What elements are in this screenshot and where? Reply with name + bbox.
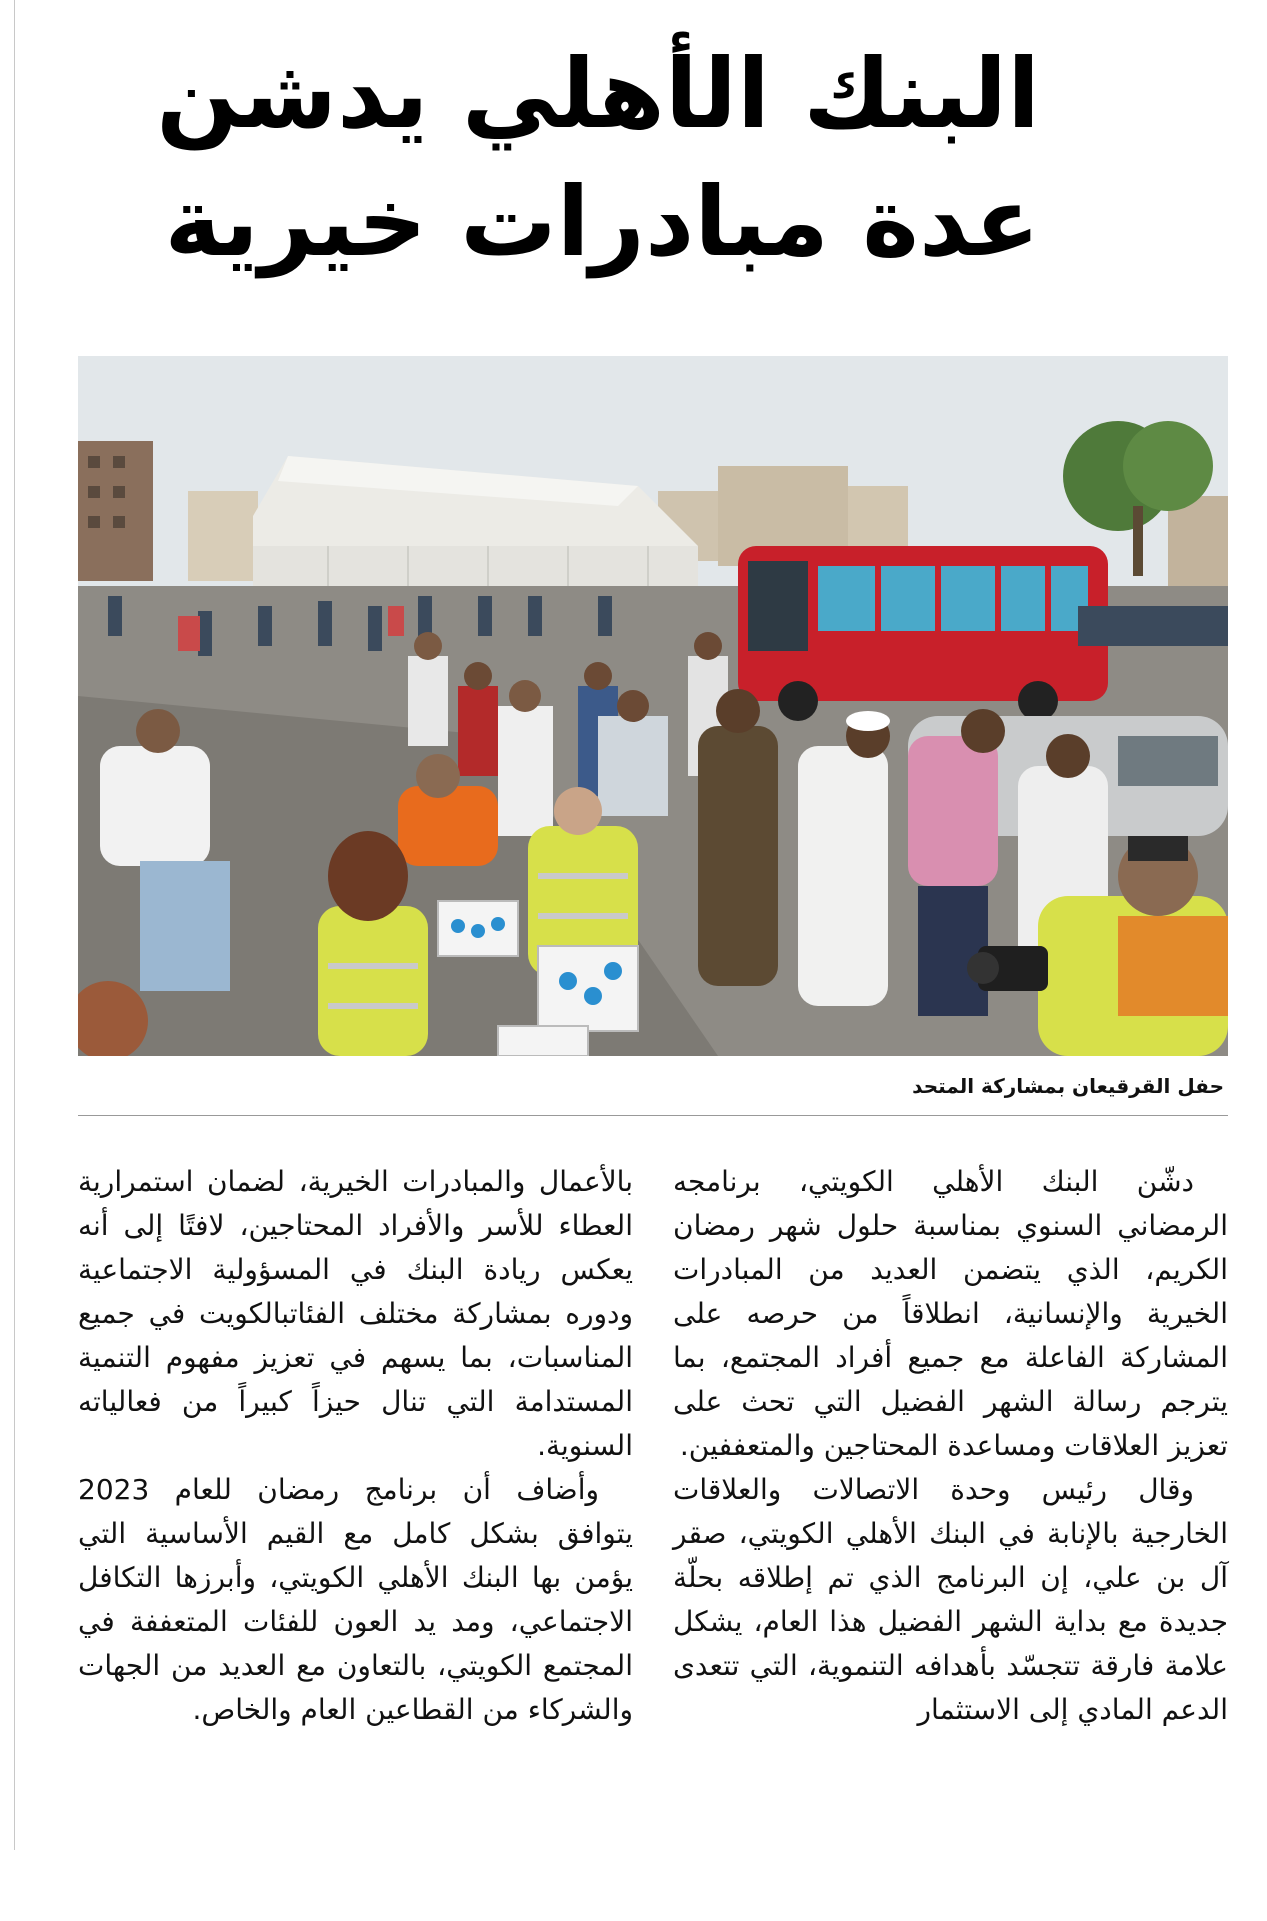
headline-line-1: البنك الأهلي يدشن [156, 38, 1040, 150]
article-paragraph: وقال رئيس وحدة الاتصالات والعلاقات الخارجية بالإنابة في البنك الأهلي الكويتي، صقر آل بن علي، إن البرنامج الذي تم إطلاقه بحلّة جديدة مع بداية الشهر الفضيل هذا العام، يشكل علامة فارقة تتجسّد بأهدافه التنموية، التي تتعدى الدعم المادي إلى الاستثمار [673, 1473, 1228, 1726]
article-column-right [673, 1160, 1228, 1732]
article-column-left [78, 1160, 633, 1732]
headline [156, 30, 1040, 286]
caption-divider [78, 1115, 1228, 1116]
article-paragraph: دشّن البنك الأهلي الكويتي، برنامجه الرمضاني السنوي بمناسبة حلول شهر رمضان الكريم، الذي يتضمن العديد من المبادرات الخيرية والإنسانية، انطلاقاً من حرصه على المشاركة الفاعلة مع جميع أفراد المجتمع، بما يترجم رسالة الشهر الفضيل التي تحث على تعزيز العلاقات ومساعدة المحتاجين والمتعففين. [673, 1165, 1228, 1462]
article-paragraph: بالأعمال والمبادرات الخيرية، لضمان استمرارية العطاء للأسر والأفراد المحتاجين، لافتًا إلى أنه يعكس ريادة البنك في المسؤولية الاجتماعية ودوره بمشاركة مختلف الفئاتبالكويت في جميع المناسبات، بما يسهم في تعزيز مفهوم التنمية المستدامة التي تنال حيزاً كبيراً من فعالياته السنوية. [78, 1165, 633, 1462]
headline-line-2: عدة مبادرات خيرية [164, 166, 1040, 278]
news-photo [78, 356, 1228, 1056]
photo-caption: حفل القرقيعان بمشاركة المتحد [912, 1074, 1224, 1098]
photo-illustration [78, 356, 1228, 1056]
page-margin-rule [14, 0, 15, 1850]
article-paragraph: وأضاف أن برنامج رمضان للعام 2023 يتوافق بشكل كامل مع القيم الأساسية التي يؤمن بها البنك الأهلي الكويتي، وأبرزها التكافل الاجتماعي، ومد يد العون للفئات المتعففة في المجتمع الكويتي، بالتعاون مع العديد من الجهات والشركاء من القطاعين العام والخاص. [78, 1473, 633, 1726]
